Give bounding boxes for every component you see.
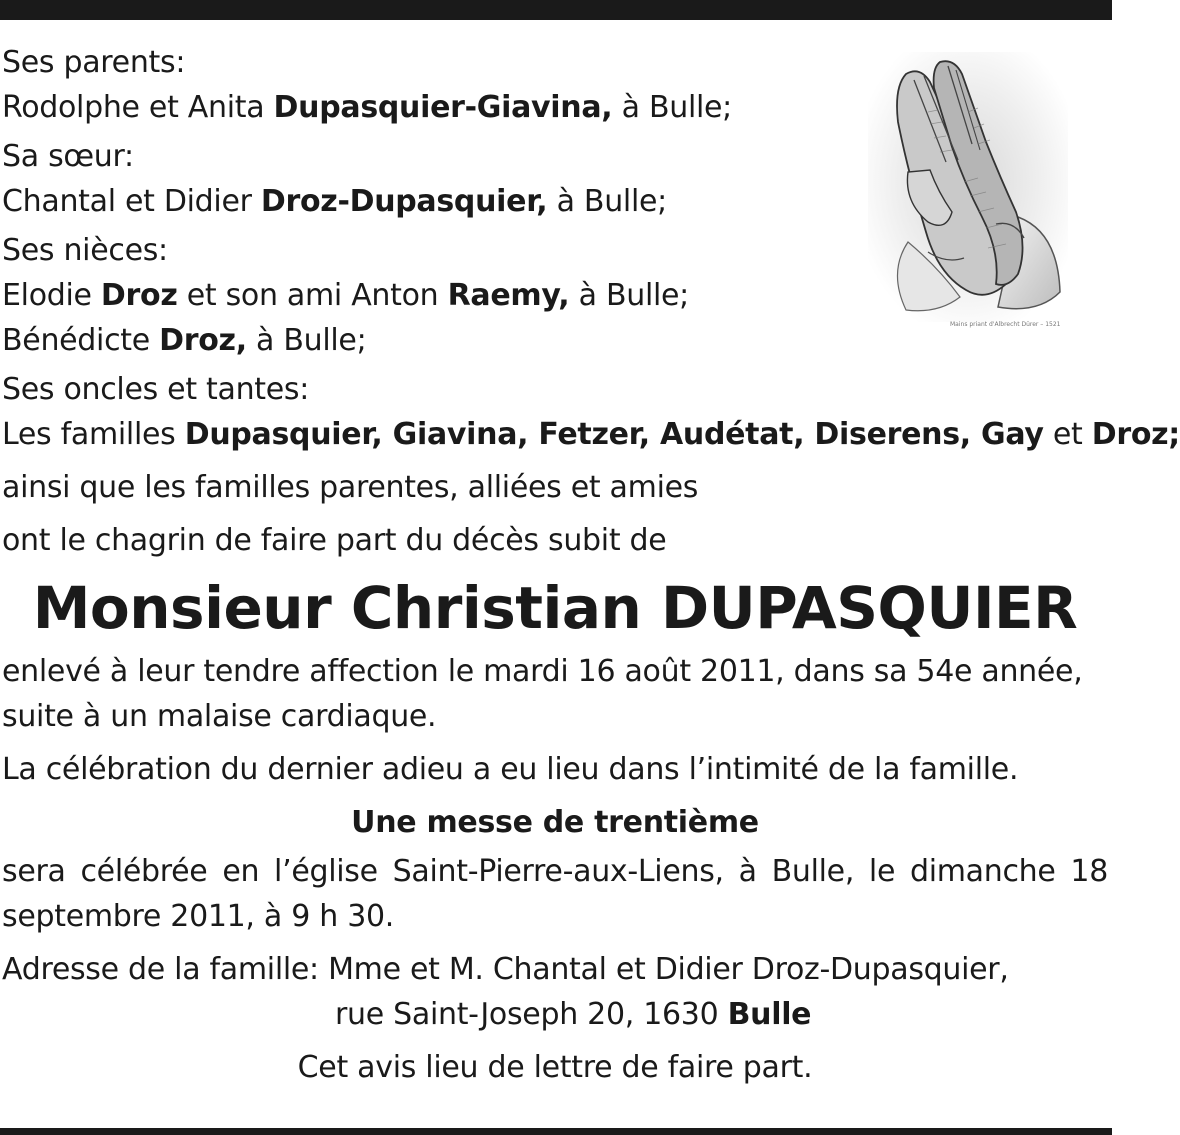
sister-line: Chantal et Didier Droz-Dupasquier, à Bulle; (2, 184, 667, 219)
sister-name: Droz-Dupasquier, (260, 184, 548, 219)
mass-title: Une messe de trentième (351, 805, 759, 840)
top-rule (0, 0, 1112, 20)
sister-heading: Sa sœur: (2, 139, 134, 174)
image-caption: Mains priant d'Albrecht Dürer – 1521 (950, 321, 1061, 328)
ceremony-line: La célébration du dernier adieu a eu lieu dans l’intimité de la famille. (2, 752, 1019, 787)
address-line-1: Adresse de la famille: Mme et M. Chantal et Didier Droz-Dupasquier, (2, 952, 1009, 987)
parents-line: Rodolphe et Anita Dupasquier-Giavina, à Bulle; (2, 90, 732, 125)
address-city: Bulle (727, 997, 812, 1032)
mass-line-1: sera célébrée en l’église Saint-Pierre-aux-Liens, à Bulle, le dimanche 18 (2, 854, 1108, 889)
nieces-heading: Ses nièces: (2, 233, 168, 268)
closing-line: Cet avis lieu de lettre de faire part. (297, 1050, 813, 1085)
parents-name: Dupasquier-Giavina, (273, 90, 613, 125)
mass-line-2: septembre 2011, à 9 h 30. (2, 899, 395, 934)
nieces-line-1: Elodie Droz et son ami Anton Raemy, à Bulle; (2, 278, 689, 313)
death-line-2: suite à un malaise cardiaque. (2, 699, 437, 734)
bottom-rule (0, 1128, 1112, 1135)
announce-line: ont le chagrin de faire part du décès subit de (2, 523, 667, 558)
obituary-text (2, 40, 1180, 1090)
deceased-name: Monsieur Christian DUPASQUIER (32, 574, 1078, 642)
address-line-2: rue Saint-Joseph 20, 1630 Bulle (335, 997, 812, 1032)
parents-heading: Ses parents: (2, 45, 186, 80)
nieces-line-2: Bénédicte Droz, à Bulle; (2, 323, 367, 358)
uncles-line: Les familles Dupasquier, Giavina, Fetzer, Audétat, Diserens, Gay et Droz; (2, 417, 1180, 452)
death-line-1: enlevé à leur tendre affection le mardi 16 août 2011, dans sa 54e année, (2, 654, 1083, 689)
families-line: ainsi que les familles parentes, alliées et amies (2, 470, 699, 505)
uncles-heading: Ses oncles et tantes: (2, 372, 310, 407)
